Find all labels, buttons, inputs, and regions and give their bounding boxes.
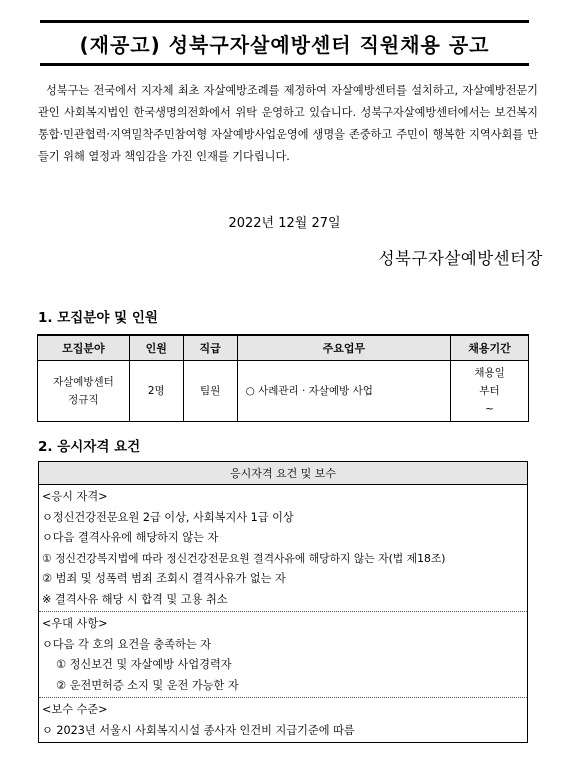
field-line-2: 정규직	[68, 394, 99, 406]
cell-duty: ○ 사례관리 · 자살예방 사업	[237, 361, 451, 422]
section-2-title: 2. 응시자격 요건	[38, 439, 141, 455]
cell-count: 2명	[129, 361, 183, 422]
qualification-table	[38, 461, 528, 743]
intro-text: 성북구는 전국에서 지자체 최초 자살예방조례를 제정하여 자살예방센터를 설치하고, 자살예방전문기관인 사회복지법인 한국생명의전화에서 위탁 운영하고 있습니다. 성북구자살예방센터에서는 보건복지통합·민관협력·지역밀착주민참여형 자살예방사업운영에 생명을 존중하고 주민이 행복한 지역사회를 만들기 위해 열정과 책임감을 가진 인재를 기다립니다.	[38, 84, 538, 163]
header-count: 인원	[129, 335, 183, 361]
header-period: 채용기간	[451, 335, 529, 361]
page-title: (재공고) 성북구자살예방센터 직원채용 공고	[79, 32, 490, 57]
header-rank: 직급	[183, 335, 237, 361]
qualification-label: <응시 자격>	[42, 490, 108, 503]
qualification-line: ※ 결격사유 해당 시 합격 및 고용 취소	[42, 592, 228, 606]
organization-signature: 성북구자살예방센터장	[378, 249, 543, 268]
qualification-line: ㅇ정신건강전문요원 2급 이상, 사회복지사 1급 이상	[42, 510, 294, 524]
qualification-table-header: 응시자격 요건 및 보수	[39, 462, 527, 485]
preference-block	[39, 612, 527, 698]
qualification-line: ① 정신건강복지법에 따라 정신건강전문요원 결격사유에 해당하지 않는 자(법 제18조)	[42, 551, 446, 565]
section-1-title: 1. 모집분야 및 인원	[38, 310, 158, 326]
pay-line: ㅇ 2023년 서울시 사회복지시설 종사자 인건비 지급기준에 따름	[42, 723, 355, 737]
preference-line: ① 정신보건 및 자살예방 사업경력자	[56, 658, 232, 671]
period-line-2: 부터	[479, 385, 500, 397]
pay-label: <보수 수준>	[42, 703, 108, 716]
recruitment-table-header	[38, 335, 529, 361]
qualification-block	[39, 485, 527, 612]
table-row	[38, 361, 529, 422]
cell-period	[451, 361, 529, 422]
header-field: 모집분야	[38, 335, 130, 361]
preference-label: <우대 사항>	[42, 617, 108, 630]
field-line-1: 자살예방센터	[52, 376, 114, 388]
pay-block	[39, 698, 527, 742]
announcement-date: 2022년 12월 27일	[228, 216, 341, 231]
preference-line: ㅇ다음 각 호의 요건을 충족하는 자	[42, 637, 212, 651]
intro-paragraph	[38, 80, 538, 168]
recruitment-table	[37, 334, 529, 422]
cell-field	[38, 361, 130, 422]
title-box	[40, 20, 529, 66]
preference-line: ② 운전면허증 소지 및 운전 가능한 자	[56, 678, 239, 692]
qualification-line: ㅇ다음 결격사유에 해당하지 않는 자	[42, 531, 219, 544]
cell-rank: 팀원	[183, 361, 237, 422]
period-line-1: 채용일	[474, 367, 505, 379]
qualification-line: ② 범죄 및 성폭력 범죄 조회시 결격사유가 없는 자	[42, 572, 286, 585]
period-line-3: ~	[485, 403, 494, 415]
header-duty: 주요업무	[237, 335, 451, 361]
